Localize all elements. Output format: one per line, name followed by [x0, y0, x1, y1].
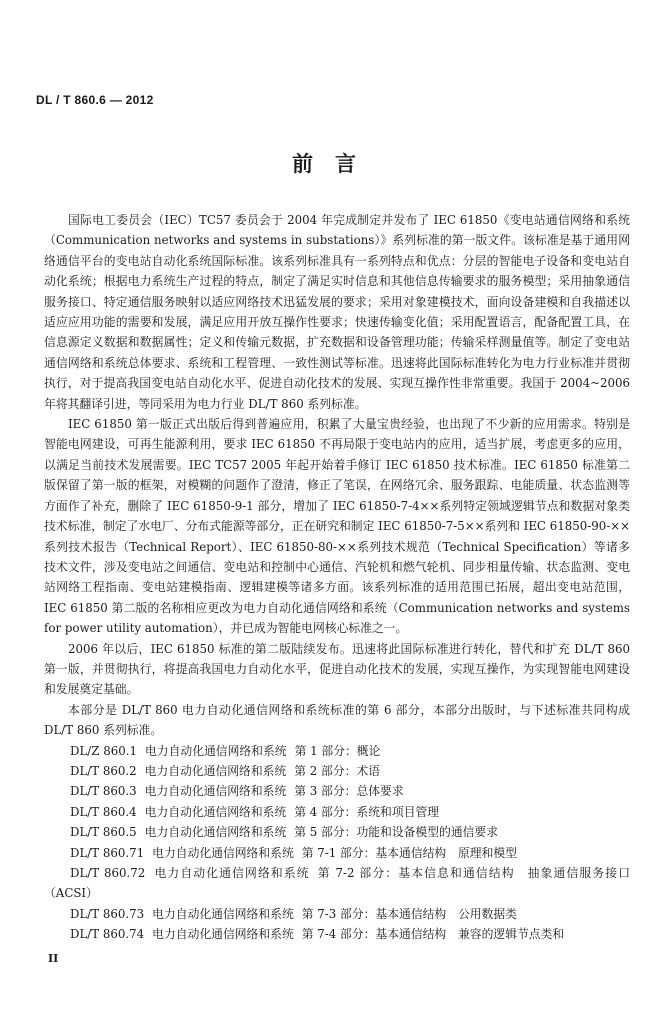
- standard-code: DL/T 860.72: [70, 866, 146, 880]
- page-title: 前言: [292, 151, 378, 176]
- standard-code: DL/T 860.4: [70, 804, 137, 819]
- standard-code: DL/T 860.2: [70, 763, 137, 778]
- standard-code: DL/T 860.5: [70, 825, 137, 840]
- standard-part: 第 2 部分：术语: [294, 763, 381, 778]
- standard-name: 电力自动化通信网络和系统: [153, 866, 310, 880]
- standard-name: 电力自动化通信网络和系统: [145, 743, 287, 758]
- list-item: [44, 924, 630, 944]
- standard-part: 第 3 部分：总体要求: [294, 784, 404, 799]
- standard-name: 电力自动化通信网络和系统: [144, 825, 287, 840]
- paragraph: 2006 年以后，IEC 61850 标准的第二版陆续发布。迅速将此国际标准进行转化，替代和扩充 DL/T 860 第一版，并贯彻执行，将提高我国电力自动化水平，促进自动化技术的发展，实现互操作，为实现智能电网建设和发展奠定基础。: [44, 641, 630, 697]
- list-item: [44, 863, 630, 904]
- standard-part: 第 7-4 部分：基本通信结构 兼容的逻辑节点类和: [301, 927, 565, 942]
- standard-code: DL/T 860.71: [70, 845, 145, 860]
- standard-part: 第 4 部分：系统和项目管理: [294, 804, 440, 819]
- list-item: [44, 822, 630, 842]
- standard-part: 第 7-1 部分：基本通信结构 原理和模型: [301, 845, 517, 860]
- standard-identifier: DL / T 860.6 — 2012: [36, 93, 154, 107]
- standard-code: DL/T 860.74: [70, 927, 145, 942]
- standard-name: 电力自动化通信网络和系统: [152, 927, 294, 942]
- paragraph: 本部分是 DL/T 860 电力自动化通信网络和系统标准的第 6 部分，本部分出版时，与下述标准共同构成 DL/T 860 系列标准。: [44, 702, 630, 738]
- standard-part: 第 7-3 部分：基本通信结构 公用数据类: [301, 906, 517, 921]
- standard-part: 第 1 部分：概论: [294, 743, 381, 758]
- standard-name: 电力自动化通信网络和系统: [144, 763, 287, 778]
- list-item: [44, 781, 630, 801]
- standard-part: 第 5 部分：功能和设备模型的通信要求: [294, 825, 499, 840]
- foreword-body: [44, 210, 630, 945]
- standard-name: 电力自动化通信网络和系统: [144, 784, 287, 799]
- standards-list: [44, 741, 630, 945]
- standard-part: 第 7-2 部分：基本信息和通信结构 抽象通信服务接口（ACSI）: [44, 866, 630, 901]
- list-item: [44, 741, 630, 761]
- standard-code: DL/Z 860.1: [70, 743, 137, 758]
- list-item: [44, 843, 630, 863]
- standard-name: 电力自动化通信网络和系统: [152, 906, 294, 921]
- list-item: [44, 904, 630, 924]
- paragraph: 国际电工委员会（IEC）TC57 委员会于 2004 年完成制定并发布了 IEC 61850《变电站通信网络和系统（Communication networks and systems in substations）》系列标准的第一版文件。该标准是基于通用网络通信平台的变电站自动化系统国际标准。该系列标准具有一系列特点和优点：分层的智能电子设备和变电站自动化系统；根据电力系统生产过程的特点，制定了满足实时信息和其他信息传输要求的服务模型；采用抽象通信服务接口、特定通信服务映射以适应网络技术迅猛发展的要求；采用对象建模技术，面向设备建模和自我描述以适应应用功能的需要和发展，满足应用开放互操作性要求；快速传输变化值；采用配置语言，配备配置工具，在信息源定义数据和数据属性；定义和传输元数据，扩充数据和设备管理功能；传输采样测量值等。制定了变电站通信网络和系统总体要求、系统和工程管理、一致性测试等标准。迅速将此国际标准转化为电力行业标准并贯彻执行，对于提高我国变电站自动化水平、促进自动化技术的发展、实现互操作性非常重要。我国于 2004~2006 年将其翻译引进，等同采用为电力行业 DL/T 860 系列标准。: [44, 213, 630, 411]
- list-item: [44, 761, 630, 781]
- standard-code: DL/T 860.73: [70, 906, 145, 921]
- list-item: [44, 802, 630, 822]
- paragraph: IEC 61850 第一版正式出版后得到普遍应用，积累了大量宝贵经验，也出现了不少新的应用需求。特别是智能电网建设，可再生能源利用，要求 IEC 61850 不再局限于变电站内的应用，适当扩展，考虑更多的应用，以满足当前技术发展需要。IEC TC57 2005 年起开始着手修订 IEC 61850 技术标准。IEC 61850 标准第二版保留了第一版的框架，对模糊的问题作了澄清，修正了笔误，在网络冗余、服务跟踪、电能质量、状态监测等方面作了补充，删除了 IEC 61850-9-1 部分，增加了 IEC 61850-7-4××系列特定领域逻辑节点和数据对象类技术标准，制定了水电厂、分布式能源等部分，正在研究和制定 IEC 61850-7-5××系列和 IEC 61850-90-××系列技术报告（Technical Report）、IEC 61850-80-××系列技术规范（Technical Specification）等诸多技术文件，涉及变电站之间通信、变电站和控制中心通信、汽轮机和燃气轮机、同步相量传输、状态监测、变电站网络工程指南、变电站建模指南、逻辑建模等诸多方面。该系列标准的适用范围已拓展，超出变电站范围，IEC 61850 第二版的名称相应更改为电力自动化通信网络和系统（Communication networks and systems for power utility automation），并已成为智能电网核心标准之一。: [44, 417, 630, 636]
- standard-code: DL/T 860.3: [70, 784, 137, 799]
- page-number: II: [48, 952, 59, 965]
- standard-name: 电力自动化通信网络和系统: [144, 804, 287, 819]
- standard-name: 电力自动化通信网络和系统: [152, 845, 294, 860]
